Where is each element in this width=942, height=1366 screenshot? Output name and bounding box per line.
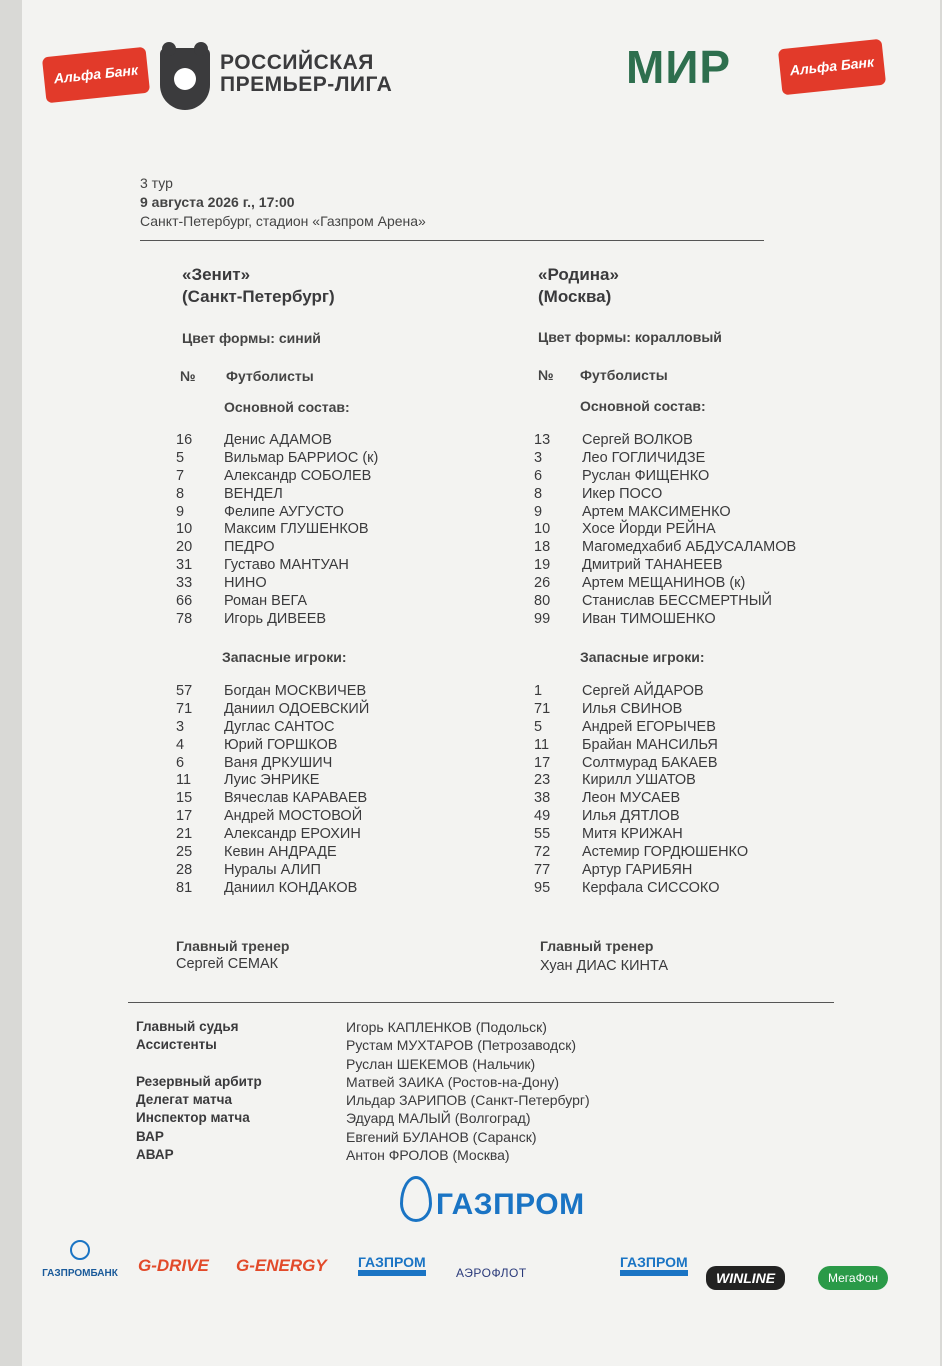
player-row [176,880,369,898]
official-role: Главный судья [136,1019,239,1034]
player-row [176,862,369,880]
player-name: Керфала СИССОКО [582,879,720,896]
official-row [136,1146,590,1164]
player-number: 49 [534,808,551,825]
official-role: Делегат матча [136,1092,232,1108]
player-name: Денис АДАМОВ [224,432,332,448]
player-name: Луис ЭНРИКЕ [224,772,320,789]
player-row [534,772,748,790]
player-number: 6 [534,467,543,484]
player-name: ПЕДРО [224,539,275,556]
player-number: 3 [534,449,543,466]
player-name: Даниил ОДОЕВСКИЙ [224,700,370,717]
player-name: Андрей МОСТОВОЙ [224,808,363,825]
player-row [176,468,378,486]
away-coach: Хуан ДИАС КИНТА [540,958,669,974]
official-name: Ильдар ЗАРИПОВ (Санкт-Петербург) [346,1092,590,1109]
player-row [176,737,369,755]
player-number: 81 [176,879,193,896]
player-row [176,808,369,826]
player-name: Богдан МОСКВИЧЕВ [224,683,367,699]
player-row [534,826,748,844]
away-starting-list [534,432,796,629]
player-row [176,790,369,808]
home-col-no: № [180,368,196,384]
official-name: Игорь КАПЛЕНКОВ (Подольск) [346,1019,547,1035]
player-row [176,772,369,790]
venue: Санкт-Петербург, стадион «Газпром Арена» [140,213,426,229]
player-name: Солтмурад БАКАЕВ [582,754,718,771]
official-name: Руслан ШЕКЕМОВ (Нальчик) [346,1055,536,1072]
player-row [534,862,748,880]
player-row [534,450,796,468]
player-number: 8 [534,485,543,502]
player-row [176,504,378,522]
rpl-bear-icon [160,48,210,110]
player-name: Сергей ВОЛКОВ [582,432,693,448]
player-row [176,844,369,862]
player-name: Артем МАКСИМЕНКО [582,503,731,520]
player-name: Юрий ГОРШКОВ [224,736,338,753]
away-col-players: Футболисты [580,367,668,383]
home-subs-label: Запасные игроки: [222,649,347,665]
player-row [176,611,378,629]
player-number: 16 [176,432,193,448]
player-name: Вячеслав КАРАВАЕВ [224,790,368,807]
player-name: Александр СОБОЛЕВ [224,467,372,484]
player-name: Магомедхабиб АБДУСАЛАМОВ [582,539,797,556]
player-number: 11 [176,772,192,789]
player-name: Фелипе АУГУСТО [224,503,344,520]
home-starting-list [176,432,378,629]
away-team [538,264,619,308]
official-row [136,1109,590,1127]
match-info [140,174,426,231]
home-coach-label: Главный тренер [176,938,290,954]
player-row [534,432,796,450]
player-name: Леон МУСАЕВ [582,790,681,807]
sponsor-gazprom-1: ГАЗПРОМ [358,1254,426,1276]
player-number: 8 [176,485,185,502]
player-row [534,486,796,504]
player-number: 10 [534,521,551,538]
player-number: 38 [534,790,551,807]
player-number: 28 [176,861,193,878]
official-name: Матвей ЗАИКА (Ростов-на-Дону) [346,1073,560,1090]
alfa-bank-logo-right: Альфа Банк [778,39,886,96]
player-number: 20 [176,539,193,556]
player-name: НИНО [224,575,267,592]
player-row [534,701,748,719]
home-col-players: Футболисты [226,368,314,384]
player-row [176,719,369,737]
player-row [534,504,796,522]
player-number: 11 [534,736,550,753]
player-row [534,521,796,539]
player-name: Артур ГАРИБЯН [582,861,693,878]
player-row [534,557,796,575]
player-number: 23 [534,772,551,789]
league-name [220,52,392,96]
player-number: 5 [534,718,543,735]
player-row [176,683,369,701]
official-role: Инспектор матча [136,1110,250,1126]
player-number: 9 [534,503,543,520]
player-number: 6 [176,754,185,771]
player-row [176,755,369,773]
player-row [534,611,796,629]
player-row [534,790,748,808]
player-name: Андрей ЕГОРЫЧЕВ [582,718,716,735]
player-number: 13 [534,432,551,448]
sponsor-genergy: G-ENERGY [236,1256,327,1275]
sponsor-winline: WINLINE [706,1266,785,1290]
player-row [176,521,378,539]
official-row [136,1128,590,1146]
player-row [534,880,748,898]
official-row [136,1018,590,1036]
player-number: 71 [176,700,193,717]
player-name: Икер ПОСО [582,485,663,502]
gazprom-flame-icon [400,1176,432,1222]
player-name: Артем МЕЩАНИНОВ (к) [582,575,746,592]
player-name: Дуглас САНТОС [224,718,335,735]
away-team-city: (Москва) [538,287,612,306]
player-name: Нуралы АЛИП [224,861,321,878]
player-name: Сергей АЙДАРОВ [582,683,704,699]
official-row [136,1036,590,1054]
player-number: 5 [176,449,185,466]
player-row [534,468,796,486]
home-kit-color: Цвет формы: синий [182,330,321,346]
away-kit-color: Цвет формы: коралловый [538,329,722,345]
official-name: Антон ФРОЛОВ (Москва) [346,1147,510,1164]
player-row [534,593,796,611]
player-number: 66 [176,593,193,610]
match-datetime: 9 августа 2026 г., 17:00 [140,194,295,210]
official-row [136,1091,590,1109]
gazprombank-logo [40,1240,120,1279]
official-row [136,1073,590,1091]
player-name: Илья ДЯТЛОВ [582,808,680,825]
player-number: 10 [176,521,193,538]
player-name: ВЕНДЕЛ [224,485,283,502]
sponsor-gazprombank: ГАЗПРОМБАНК [42,1268,118,1279]
gazprom-logo [400,1176,585,1222]
player-number: 7 [176,467,185,484]
player-row [534,575,796,593]
official-name: Эдуард МАЛЫЙ (Волгоград) [346,1110,531,1127]
home-team [182,264,335,308]
home-coach: Сергей СЕМАК [176,956,279,972]
player-number: 26 [534,575,551,592]
player-row [176,557,378,575]
player-name: Вильмар БАРРИОС (к) [224,449,379,466]
sponsor-megafon: МегаФон [818,1266,888,1290]
player-row [534,737,748,755]
divider-bottom [128,1002,834,1003]
mir-logo: МИР [626,41,732,93]
player-name: Даниил КОНДАКОВ [224,879,358,896]
away-team-name: «Родина» [538,265,619,284]
player-number: 33 [176,575,193,592]
player-row [176,432,378,450]
player-name: Игорь ДИВЕЕВ [224,610,327,627]
sponsor-strip [30,1240,910,1300]
player-row [534,808,748,826]
home-subs-list [176,683,369,898]
player-number: 1 [534,683,543,699]
player-name: Хосе Йорди РЕЙНА [582,521,716,538]
home-starting-label: Основной состав: [224,399,350,415]
player-number: 78 [176,610,193,627]
player-row [176,539,378,557]
away-col-no: № [538,367,554,383]
official-name: Рустам МУХТАРОВ (Петрозаводск) [346,1037,576,1054]
away-coach-label: Главный тренер [540,938,654,954]
player-row [176,486,378,504]
player-row [176,826,369,844]
player-row [176,450,378,468]
player-name: Руслан ФИЩЕНКО [582,467,710,484]
player-name: Астемир ГОРДЮШЕНКО [582,844,749,861]
player-number: 80 [534,593,551,610]
player-row [176,593,378,611]
player-name: Кирилл УШАТОВ [582,772,696,789]
player-number: 15 [176,790,193,807]
sponsor-gazprom-2: ГАЗПРОМ [620,1254,688,1276]
player-name: Илья СВИНОВ [582,700,683,717]
official-role: Резервный арбитр [136,1073,262,1089]
player-number: 21 [176,826,193,843]
away-subs-label: Запасные игроки: [580,649,705,665]
player-number: 19 [534,557,551,574]
officials-list [136,1018,590,1164]
away-starting-label: Основной состав: [580,398,706,414]
player-number: 72 [534,844,551,861]
sponsor-gdrive: G-DRIVE [138,1256,209,1275]
league-line2: ПРЕМЬЕР-ЛИГА [220,73,393,96]
player-number: 25 [176,844,193,861]
official-name: Евгений БУЛАНОВ (Саранск) [346,1128,537,1145]
player-number: 71 [534,700,551,717]
player-row [534,844,748,862]
player-number: 99 [534,610,551,627]
player-number: 95 [534,879,551,896]
player-number: 9 [176,503,185,520]
player-number: 77 [534,861,551,878]
player-number: 17 [176,808,193,825]
away-subs-list [534,683,748,898]
home-team-name: «Зенит» [182,265,251,284]
player-number: 17 [534,754,551,771]
player-name: Станислав БЕССМЕРТНЫЙ [582,593,772,610]
gazprom-text: ГАЗПРОМ [436,1188,585,1221]
player-row [176,575,378,593]
player-number: 55 [534,826,551,843]
player-name: Иван ТИМОШЕНКО [582,610,716,627]
league-line1: РОССИЙСКАЯ [220,51,374,74]
player-name: Митя КРИЖАН [582,826,683,843]
player-name: Александр ЕРОХИН [224,826,361,843]
official-role: Ассистенты [136,1037,217,1053]
player-name: Кевин АНДРАДЕ [224,844,337,861]
player-row [534,719,748,737]
player-name: Роман ВЕГА [224,593,308,610]
alfa-bank-logo-left: Альфа Банк [42,47,150,104]
player-number: 57 [176,683,193,699]
official-role: АВАР [136,1147,174,1163]
divider-top [140,240,764,241]
official-row [136,1055,590,1073]
player-number: 4 [176,736,185,753]
player-name: Дмитрий ТАНАНЕЕВ [582,557,723,574]
player-row [534,683,748,701]
player-number: 18 [534,539,551,556]
player-row [534,539,796,557]
player-row [534,755,748,773]
official-role [136,1055,346,1073]
home-team-city: (Санкт-Петербург) [182,287,335,306]
player-name: Лео ГОГЛИЧИДЗЕ [582,449,706,466]
player-name: Густаво МАНТУАН [224,557,349,574]
player-name: Максим ГЛУШЕНКОВ [224,521,369,538]
player-number: 3 [176,718,185,735]
sponsor-aeroflot: АЭРОФЛОТ [456,1266,527,1280]
gazprombank-icon [70,1240,90,1260]
official-role: ВАР [136,1128,164,1144]
player-row [176,701,369,719]
player-name: Ваня ДРКУШИЧ [224,754,333,771]
round: 3 тур [140,175,173,191]
player-number: 31 [176,557,193,574]
player-name: Брайан МАНСИЛЬЯ [582,736,718,753]
